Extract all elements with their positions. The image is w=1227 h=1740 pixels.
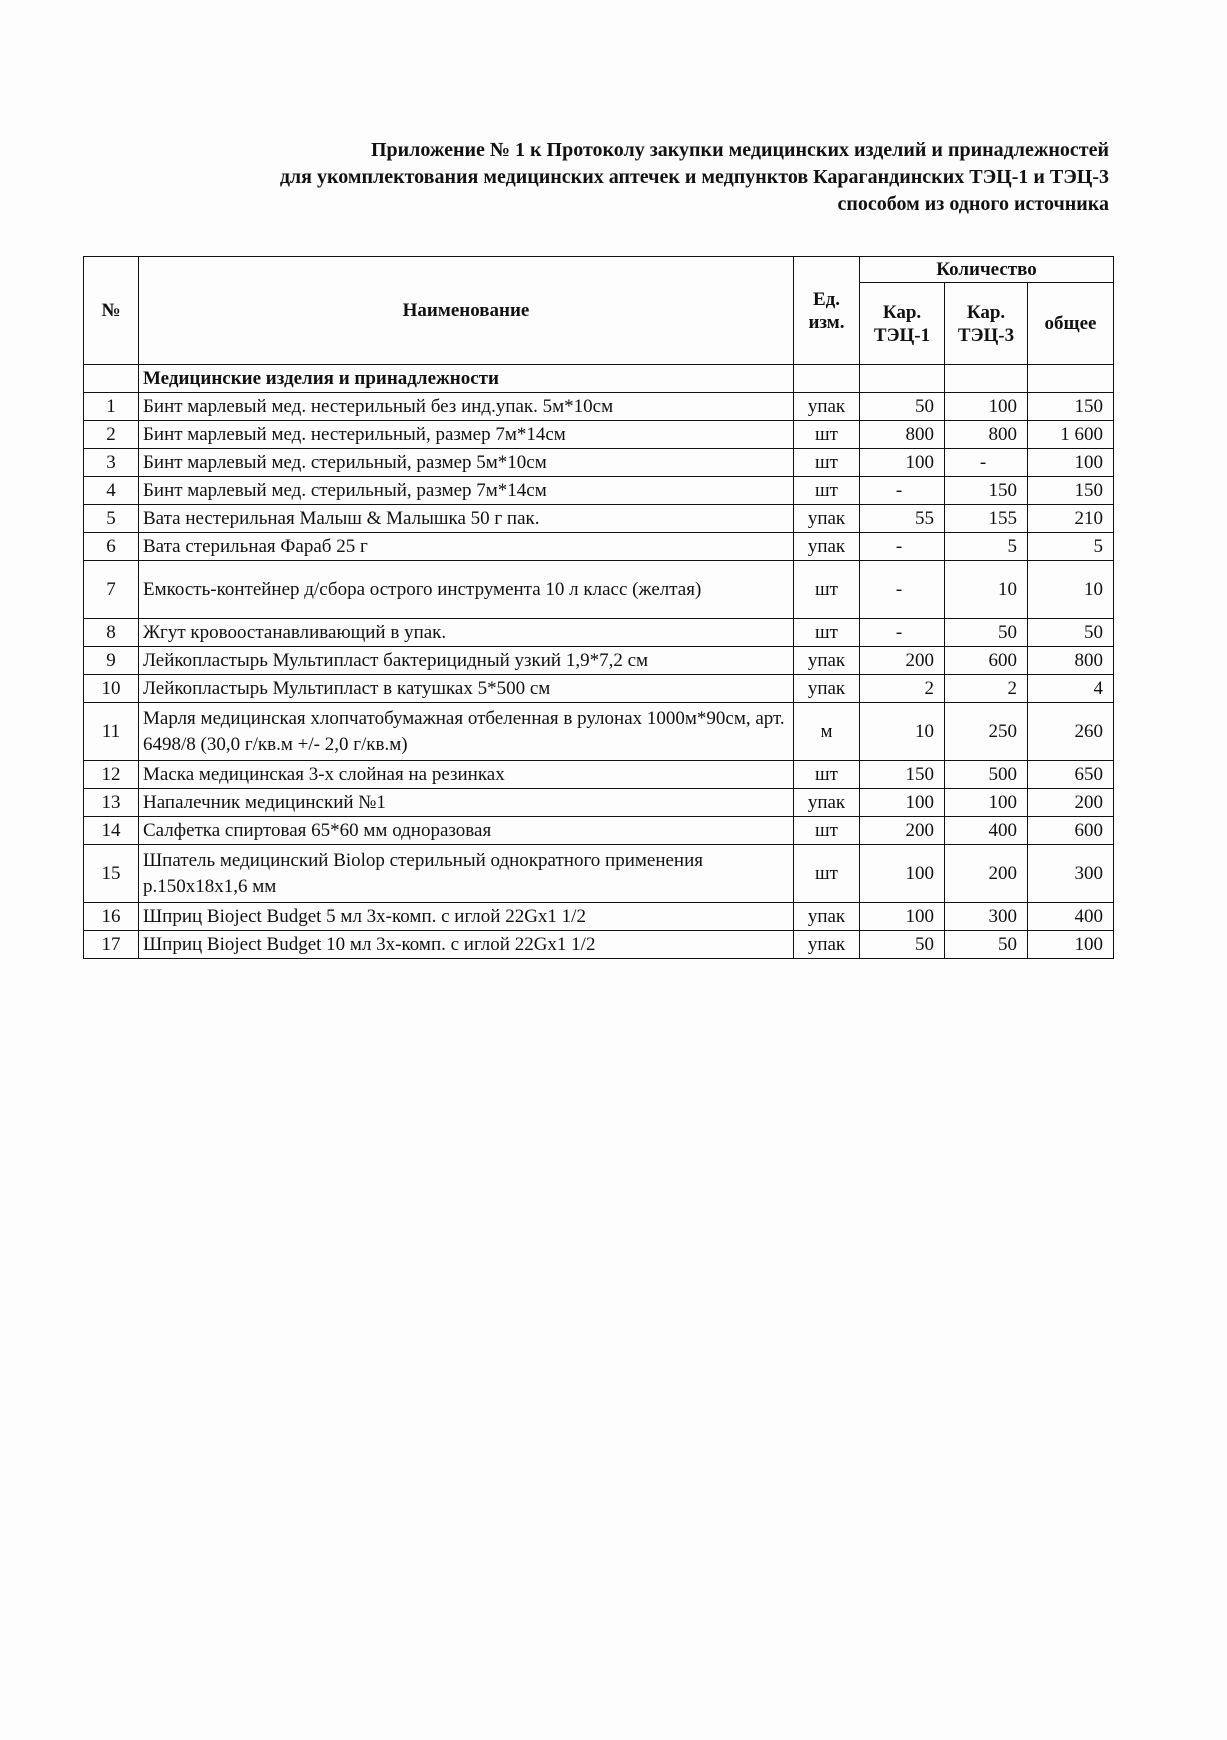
row-qty-total: 5 bbox=[1028, 533, 1114, 561]
row-unit: упак bbox=[794, 505, 860, 533]
row-num: 17 bbox=[84, 931, 139, 959]
row-qty-tec3: 100 bbox=[945, 789, 1028, 817]
table-row bbox=[84, 703, 1114, 761]
row-qty-tec3: 400 bbox=[945, 817, 1028, 845]
row-qty-total: 1 600 bbox=[1028, 421, 1114, 449]
row-num: 10 bbox=[84, 675, 139, 703]
row-qty-tec3: 300 bbox=[945, 903, 1028, 931]
row-name: Бинт марлевый мед. стерильный, размер 7м*14см bbox=[139, 477, 794, 505]
row-qty-total: 150 bbox=[1028, 393, 1114, 421]
table-row bbox=[84, 675, 1114, 703]
table-row bbox=[84, 619, 1114, 647]
row-qty-total: 10 bbox=[1028, 561, 1114, 619]
row-qty-tec1: 100 bbox=[860, 903, 945, 931]
items-table-body bbox=[84, 365, 1114, 959]
row-num: 5 bbox=[84, 505, 139, 533]
table-row bbox=[84, 845, 1114, 903]
row-qty-total: 100 bbox=[1028, 449, 1114, 477]
table-row bbox=[84, 477, 1114, 505]
row-num: 1 bbox=[84, 393, 139, 421]
row-unit: упак bbox=[794, 903, 860, 931]
row-name: Бинт марлевый мед. нестерильный, размер 7м*14см bbox=[139, 421, 794, 449]
row-qty-tec3: 50 bbox=[945, 931, 1028, 959]
row-name: Бинт марлевый мед. стерильный, размер 5м*10см bbox=[139, 449, 794, 477]
header-tec1: Кар. ТЭЦ-1 bbox=[860, 283, 945, 365]
row-qty-total: 50 bbox=[1028, 619, 1114, 647]
row-unit: м bbox=[794, 703, 860, 761]
row-qty-total: 260 bbox=[1028, 703, 1114, 761]
row-unit: упак bbox=[794, 533, 860, 561]
row-name: Лейкопластырь Мультипласт бактерицидный узкий 1,9*7,2 см bbox=[139, 647, 794, 675]
heading-line-2: для укомплектования медицинских аптечек и медпунктов Карагандинских ТЭЦ-1 и ТЭЦ-3 bbox=[279, 166, 1109, 188]
row-unit: шт bbox=[794, 817, 860, 845]
row-name: Вата стерильная Фараб 25 г bbox=[139, 533, 794, 561]
row-unit: упак bbox=[794, 789, 860, 817]
row-qty-tec3: 5 bbox=[945, 533, 1028, 561]
row-unit: шт bbox=[794, 477, 860, 505]
header-total: общее bbox=[1028, 283, 1114, 365]
heading-line-1: Приложение № 1 к Протоколу закупки медицинских изделий и принадлежностей bbox=[370, 139, 1109, 161]
row-qty-tec1: 150 bbox=[860, 761, 945, 789]
row-num: 12 bbox=[84, 761, 139, 789]
row-qty-tec1: 800 bbox=[860, 421, 945, 449]
header-name: Наименование bbox=[139, 257, 794, 365]
row-name: Салфетка спиртовая 65*60 мм одноразовая bbox=[139, 817, 794, 845]
row-unit: шт bbox=[794, 421, 860, 449]
section-total-cell bbox=[1028, 365, 1114, 393]
table-row bbox=[84, 647, 1114, 675]
section-title: Медицинские изделия и принадлежности bbox=[139, 365, 794, 393]
row-qty-tec3: 10 bbox=[945, 561, 1028, 619]
row-qty-tec1: - bbox=[860, 477, 945, 505]
row-qty-total: 210 bbox=[1028, 505, 1114, 533]
document-heading bbox=[280, 137, 1109, 218]
row-name: Марля медицинская хлопчатобумажная отбеленная в рулонах 1000м*90см, арт. 6498/8 (30,0 г/кв.м +/- 2,0 г/кв.м) bbox=[139, 703, 794, 761]
row-name: Жгут кровоостанавливающий в упак. bbox=[139, 619, 794, 647]
row-qty-tec1: 200 bbox=[860, 647, 945, 675]
row-num: 11 bbox=[84, 703, 139, 761]
row-qty-tec1: 10 bbox=[860, 703, 945, 761]
row-name: Шпатель медицинский Biolop стерильный однократного применения р.150х18х1,6 мм bbox=[139, 845, 794, 903]
header-tec3: Кар. ТЭЦ-3 bbox=[945, 283, 1028, 365]
row-num: 3 bbox=[84, 449, 139, 477]
row-qty-tec1: 55 bbox=[860, 505, 945, 533]
header-num: № bbox=[84, 257, 139, 365]
table-row bbox=[84, 903, 1114, 931]
section-tec1-cell bbox=[860, 365, 945, 393]
row-qty-tec1: - bbox=[860, 619, 945, 647]
row-qty-total: 150 bbox=[1028, 477, 1114, 505]
row-name: Шприц Bioject Budget 5 мл 3х-комп. с иглой 22Gx1 1/2 bbox=[139, 903, 794, 931]
row-qty-tec3: - bbox=[945, 449, 1028, 477]
table-row bbox=[84, 761, 1114, 789]
row-num: 16 bbox=[84, 903, 139, 931]
row-name: Маска медицинская 3-х слойная на резинках bbox=[139, 761, 794, 789]
row-num: 15 bbox=[84, 845, 139, 903]
row-qty-tec3: 155 bbox=[945, 505, 1028, 533]
row-qty-tec1: 200 bbox=[860, 817, 945, 845]
section-num-cell bbox=[84, 365, 139, 393]
row-qty-total: 4 bbox=[1028, 675, 1114, 703]
table-row bbox=[84, 931, 1114, 959]
section-tec3-cell bbox=[945, 365, 1028, 393]
row-qty-tec1: - bbox=[860, 561, 945, 619]
table-row bbox=[84, 533, 1114, 561]
row-name: Лейкопластырь Мультипласт в катушках 5*500 см bbox=[139, 675, 794, 703]
row-num: 4 bbox=[84, 477, 139, 505]
row-qty-tec1: 50 bbox=[860, 931, 945, 959]
header-unit: Ед. изм. bbox=[794, 257, 860, 365]
row-qty-total: 600 bbox=[1028, 817, 1114, 845]
row-num: 13 bbox=[84, 789, 139, 817]
table-row bbox=[84, 421, 1114, 449]
row-unit: упак bbox=[794, 393, 860, 421]
row-qty-total: 100 bbox=[1028, 931, 1114, 959]
row-num: 8 bbox=[84, 619, 139, 647]
table-row bbox=[84, 561, 1114, 619]
row-num: 7 bbox=[84, 561, 139, 619]
row-qty-tec3: 250 bbox=[945, 703, 1028, 761]
row-name: Бинт марлевый мед. нестерильный без инд.упак. 5м*10см bbox=[139, 393, 794, 421]
row-num: 14 bbox=[84, 817, 139, 845]
row-name: Напалечник медицинский №1 bbox=[139, 789, 794, 817]
row-unit: упак bbox=[794, 647, 860, 675]
row-name: Вата нестерильная Малыш & Малышка 50 г пак. bbox=[139, 505, 794, 533]
row-unit: шт bbox=[794, 561, 860, 619]
row-qty-tec1: 2 bbox=[860, 675, 945, 703]
table-row bbox=[84, 789, 1114, 817]
heading-line-3: способом из одного источника bbox=[837, 193, 1109, 215]
row-qty-tec1: 100 bbox=[860, 449, 945, 477]
row-name: Шприц Bioject Budget 10 мл 3х-комп. с иглой 22Gx1 1/2 bbox=[139, 931, 794, 959]
row-qty-tec3: 100 bbox=[945, 393, 1028, 421]
section-unit-cell bbox=[794, 365, 860, 393]
table-row bbox=[84, 817, 1114, 845]
row-qty-total: 400 bbox=[1028, 903, 1114, 931]
row-unit: шт bbox=[794, 449, 860, 477]
row-unit: шт bbox=[794, 845, 860, 903]
row-qty-tec1: 50 bbox=[860, 393, 945, 421]
row-qty-total: 300 bbox=[1028, 845, 1114, 903]
row-unit: упак bbox=[794, 931, 860, 959]
items-table bbox=[83, 256, 1114, 959]
row-name: Емкость-контейнер д/сбора острого инструмента 10 л класс (желтая) bbox=[139, 561, 794, 619]
row-qty-tec1: - bbox=[860, 533, 945, 561]
header-quantity: Количество bbox=[860, 257, 1114, 283]
row-num: 9 bbox=[84, 647, 139, 675]
table-row bbox=[84, 505, 1114, 533]
row-unit: шт bbox=[794, 761, 860, 789]
row-unit: упак bbox=[794, 675, 860, 703]
row-qty-tec1: 100 bbox=[860, 845, 945, 903]
row-qty-tec3: 200 bbox=[945, 845, 1028, 903]
row-qty-tec3: 150 bbox=[945, 477, 1028, 505]
row-num: 2 bbox=[84, 421, 139, 449]
table-row bbox=[84, 449, 1114, 477]
row-qty-tec3: 500 bbox=[945, 761, 1028, 789]
row-qty-tec3: 50 bbox=[945, 619, 1028, 647]
row-qty-tec1: 100 bbox=[860, 789, 945, 817]
row-qty-total: 650 bbox=[1028, 761, 1114, 789]
section-row bbox=[84, 365, 1114, 393]
table-row bbox=[84, 393, 1114, 421]
row-qty-tec3: 600 bbox=[945, 647, 1028, 675]
row-qty-total: 800 bbox=[1028, 647, 1114, 675]
row-unit: шт bbox=[794, 619, 860, 647]
row-qty-total: 200 bbox=[1028, 789, 1114, 817]
row-qty-tec3: 800 bbox=[945, 421, 1028, 449]
row-qty-tec3: 2 bbox=[945, 675, 1028, 703]
row-num: 6 bbox=[84, 533, 139, 561]
